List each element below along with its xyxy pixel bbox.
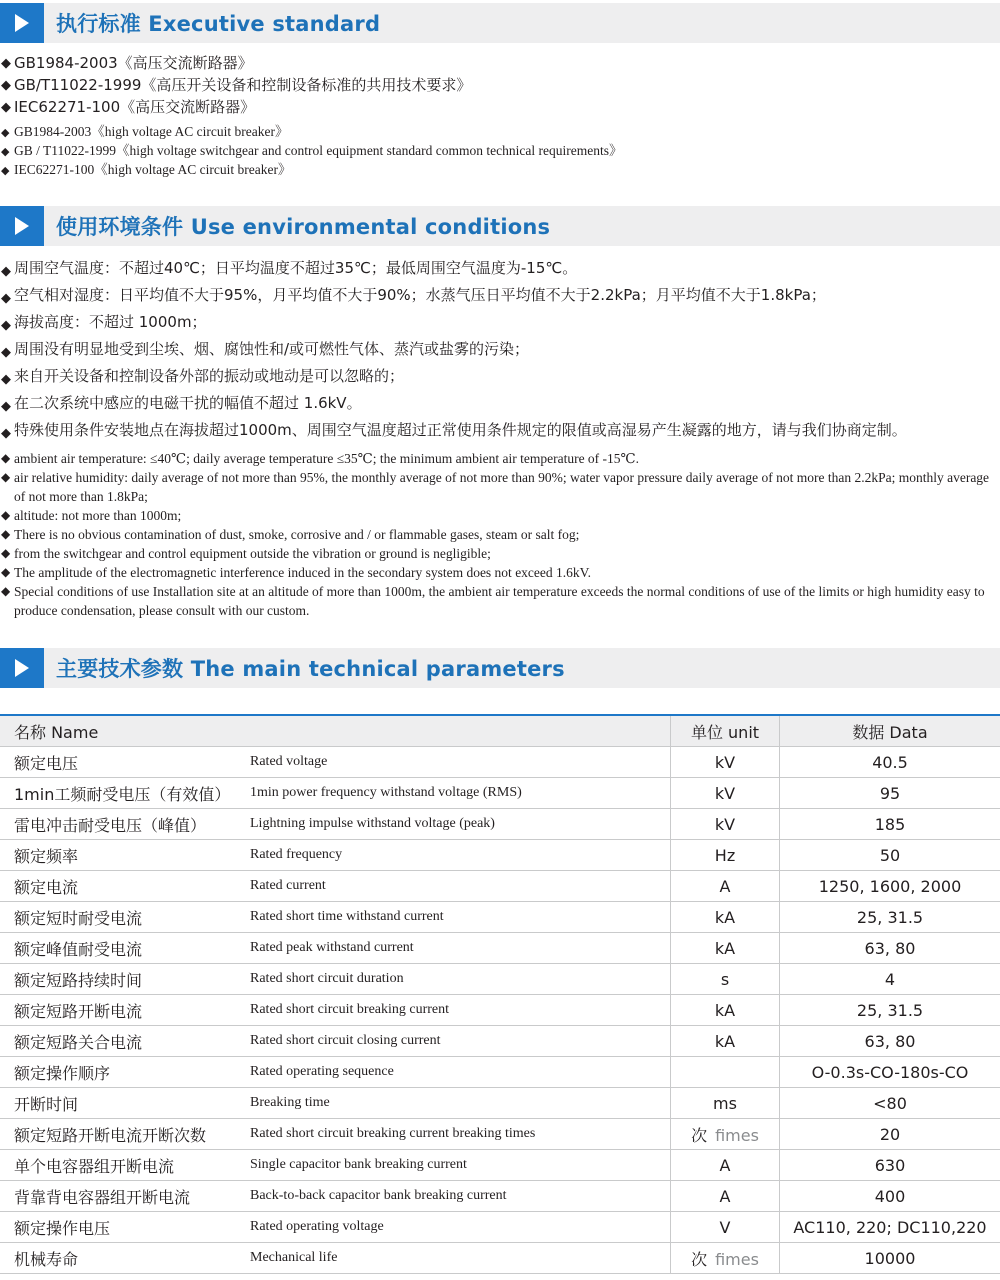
section-marker: [0, 3, 44, 43]
param-name-zh: 单个电容器组开断电流: [0, 1150, 250, 1181]
list-item: [0, 160, 1000, 179]
param-unit: [671, 1150, 780, 1181]
param-unit: [671, 747, 780, 778]
diamond-bullet-icon: ◆: [1, 426, 11, 441]
param-name-zh: 额定短路关合电流: [0, 1026, 250, 1057]
table-header-row: [0, 715, 1000, 747]
list-item: [0, 141, 1000, 160]
list-item: [0, 96, 1000, 118]
list-item-text: altitude: not more than 1000m;: [14, 508, 182, 523]
list-item: [0, 309, 1000, 336]
param-name-en: Mechanical life: [250, 1243, 671, 1274]
unit-value: kV: [714, 752, 736, 772]
param-unit: [671, 995, 780, 1026]
table-row: [0, 1212, 1000, 1243]
diamond-bullet-icon: ◆: [1, 56, 11, 71]
table-row: [0, 747, 1000, 778]
diamond-bullet-icon: ◆: [1, 372, 11, 387]
param-name-zh: 额定短路开断电流开断次数: [0, 1119, 250, 1150]
param-name-zh: 1min工频耐受电压（有效值）: [0, 778, 250, 809]
list-item-text: 在二次系统中感应的电磁干扰的幅值不超过 1.6kV。: [14, 394, 362, 412]
param-data: 63, 80: [780, 933, 1000, 964]
param-name-en: Lightning impulse withstand voltage (peak): [250, 809, 671, 840]
list-item: [0, 468, 1000, 506]
list-item-text: GB / T11022-1999《high voltage switchgear and control equipment standard common technical requirements》: [14, 143, 623, 158]
param-unit: [671, 964, 780, 995]
param-data: 20: [780, 1119, 1000, 1150]
param-data: 63, 80: [780, 1026, 1000, 1057]
param-name-zh: 额定电压: [0, 747, 250, 778]
list-item-text: from the switchgear and control equipment outside the vibration or ground is negligible;: [14, 546, 491, 561]
list-item: [0, 122, 1000, 141]
table-row: [0, 1057, 1000, 1088]
param-unit: [671, 933, 780, 964]
list-item: [0, 525, 1000, 544]
param-data: 4: [780, 964, 1000, 995]
list-item: [0, 506, 1000, 525]
list-item-text: There is no obvious contamination of dust, smoke, corrosive and / or flammable gases, steam or salt fog;: [14, 527, 580, 542]
list-item-text: Special conditions of use Installation site at an altitude of more than 1000m, the ambient air temperature exceeds the normal conditions of use of the limits or high humidity easy to produce condensation, please consult with our custom.: [14, 584, 985, 618]
unit-value: A: [719, 1155, 731, 1175]
list-item-text: GB/T11022-1999《高压开关设备和控制设备标准的共用技术要求》: [14, 76, 472, 94]
diamond-bullet-icon: ◆: [1, 451, 11, 465]
list-item-text: air relative humidity: daily average of not more than 95%, the monthly average of not more than 90%; water vapor pressure daily average of not more than 2.2kPa; monthly average of not more than 1.8kPa;: [14, 470, 990, 504]
list-item-text: 海拔高度：不超过 1000m；: [14, 313, 207, 331]
environment-list-en: [0, 449, 1000, 620]
list-item: [0, 390, 1000, 417]
table-row: [0, 1119, 1000, 1150]
param-name-zh: 额定操作电压: [0, 1212, 250, 1243]
unit-value: ms: [713, 1093, 737, 1113]
param-name-zh: 雷电冲击耐受电压（峰值）: [0, 809, 250, 840]
section-marker: [0, 648, 44, 688]
diamond-bullet-icon: ◆: [1, 470, 11, 484]
param-name-en: Rated current: [250, 871, 671, 902]
param-name-zh: 额定操作顺序: [0, 1057, 250, 1088]
list-item-text: 周围没有明显地受到尘埃、烟、腐蚀性和/或可燃性气体、蒸汽或盐雾的污染；: [14, 340, 530, 358]
param-name-en: Rated operating sequence: [250, 1057, 671, 1088]
diamond-bullet-icon: ◆: [1, 345, 11, 360]
executive-list-en: [0, 122, 1000, 179]
table-row: [0, 871, 1000, 902]
param-data: 630: [780, 1150, 1000, 1181]
diamond-bullet-icon: ◆: [1, 508, 11, 522]
section-header-environment: [0, 206, 1000, 246]
table-row: [0, 964, 1000, 995]
param-unit: [671, 1057, 780, 1088]
param-name-en: Rated short time withstand current: [250, 902, 671, 933]
param-data: 25, 31.5: [780, 902, 1000, 933]
table-row: [0, 809, 1000, 840]
table-row: [0, 778, 1000, 809]
param-unit: [671, 1181, 780, 1212]
param-unit: [671, 1119, 780, 1150]
unit-value: kA: [714, 938, 736, 958]
play-triangle-icon: [15, 14, 29, 32]
param-name-zh: 额定峰值耐受电流: [0, 933, 250, 964]
section-title: 执行标准 Executive standard: [56, 12, 381, 36]
param-unit: [671, 778, 780, 809]
unit-value: kA: [714, 1031, 736, 1051]
unit-value: A: [719, 1186, 731, 1206]
unit-value: kA: [714, 907, 736, 927]
param-data: 1250, 1600, 2000: [780, 871, 1000, 902]
list-item: [0, 449, 1000, 468]
list-item: [0, 336, 1000, 363]
list-item-text: 空气相对湿度：日平均值不大于95%，月平均值不大于90%；水蒸气压日平均值不大于2.2kPa；月平均值不大于1.8kPa；: [14, 286, 826, 304]
section-header-executive: [0, 3, 1000, 43]
param-name-en: Rated short circuit closing current: [250, 1026, 671, 1057]
table-row: [0, 1243, 1000, 1274]
param-name-en: Rated operating voltage: [250, 1212, 671, 1243]
unit-value: A: [719, 876, 731, 896]
table-row: [0, 902, 1000, 933]
unit-value: kA: [714, 1000, 736, 1020]
table-row: [0, 840, 1000, 871]
param-data: 185: [780, 809, 1000, 840]
header-unit: 单位 unit: [671, 715, 780, 747]
table-row: [0, 1181, 1000, 1212]
header-name: 名称 Name: [0, 715, 671, 747]
param-name-zh: 额定短路开断电流: [0, 995, 250, 1026]
unit-value: s: [720, 969, 730, 989]
param-unit: [671, 840, 780, 871]
unit-value: fimes: [715, 1249, 759, 1269]
param-unit: [671, 1212, 780, 1243]
list-item: [0, 363, 1000, 390]
section-marker: [0, 206, 44, 246]
param-data: 95: [780, 778, 1000, 809]
list-item-text: GB1984-2003《高压交流断路器》: [14, 54, 253, 72]
table-row: [0, 1026, 1000, 1057]
param-name-en: Single capacitor bank breaking current: [250, 1150, 671, 1181]
diamond-bullet-icon: ◆: [1, 127, 10, 139]
param-name-zh: 开断时间: [0, 1088, 250, 1119]
param-data: 400: [780, 1181, 1000, 1212]
list-item: [0, 563, 1000, 582]
list-item: [0, 74, 1000, 96]
list-item-text: IEC62271-100《高压交流断路器》: [14, 98, 256, 116]
list-item: [0, 417, 1000, 444]
param-name-zh: 机械寿命: [0, 1243, 250, 1274]
diamond-bullet-icon: ◆: [1, 146, 10, 158]
table-row: [0, 995, 1000, 1026]
param-name-en: Rated short circuit duration: [250, 964, 671, 995]
param-name-zh: 额定短时耐受电流: [0, 902, 250, 933]
param-data: 25, 31.5: [780, 995, 1000, 1026]
play-triangle-icon: [15, 659, 29, 677]
param-data: 50: [780, 840, 1000, 871]
param-name-en: Breaking time: [250, 1088, 671, 1119]
section-title: 主要技术参数 The main technical parameters: [56, 657, 565, 681]
param-data: <80: [780, 1088, 1000, 1119]
param-unit: [671, 1026, 780, 1057]
param-name-en: Rated short circuit breaking current: [250, 995, 671, 1026]
section-title: 使用环境条件 Use environmental conditions: [56, 215, 551, 239]
param-name-en: Rated peak withstand current: [250, 933, 671, 964]
list-item-text: ambient air temperature: ≤40℃; daily average temperature ≤35℃; the minimum ambient air temperature of -15℃.: [14, 451, 640, 466]
list-item: [0, 582, 1000, 620]
list-item: [0, 282, 1000, 309]
param-name-en: 1min power frequency withstand voltage (RMS): [250, 778, 671, 809]
diamond-bullet-icon: ◆: [1, 165, 10, 177]
header-data: 数据 Data: [780, 715, 1000, 747]
diamond-bullet-icon: ◆: [1, 399, 11, 414]
unit-zh: 次: [691, 1125, 708, 1145]
play-triangle-icon: [15, 217, 29, 235]
unit-zh: 次: [691, 1249, 708, 1269]
param-data: 40.5: [780, 747, 1000, 778]
list-item-text: 周围空气温度：不超过40℃；日平均温度不超过35℃；最低周围空气温度为-15℃。: [14, 259, 578, 277]
diamond-bullet-icon: ◆: [1, 584, 11, 598]
param-data: 10000: [780, 1243, 1000, 1274]
param-name-zh: 额定短路持续时间: [0, 964, 250, 995]
diamond-bullet-icon: ◆: [1, 565, 11, 579]
list-item: [0, 544, 1000, 563]
param-data: O-0.3s-CO-180s-CO: [780, 1057, 1000, 1088]
list-item: [0, 255, 1000, 282]
param-unit: [671, 1088, 780, 1119]
diamond-bullet-icon: ◆: [1, 264, 11, 279]
unit-value: kV: [714, 783, 736, 803]
list-item-text: GB1984-2003《high voltage AC circuit breaker》: [14, 124, 289, 139]
param-name-zh: 额定频率: [0, 840, 250, 871]
param-data: AC110, 220; DC110,220: [780, 1212, 1000, 1243]
param-name-en: Rated short circuit breaking current breaking times: [250, 1119, 671, 1150]
param-name-en: Back-to-back capacitor bank breaking current: [250, 1181, 671, 1212]
diamond-bullet-icon: ◆: [1, 527, 11, 541]
unit-value: fimes: [715, 1125, 759, 1145]
list-item-text: 来自开关设备和控制设备外部的振动或地动是可以忽略的；: [14, 367, 405, 385]
list-item-text: 特殊使用条件安装地点在海拔超过1000m、周围空气温度超过正常使用条件规定的限值或高湿易产生凝露的地方，请与我们协商定制。: [14, 421, 907, 439]
environment-list-zh: [0, 255, 1000, 444]
parameters-table: [0, 714, 1000, 1274]
param-unit: [671, 902, 780, 933]
list-item-text: IEC62271-100《high voltage AC circuit breaker》: [14, 162, 292, 177]
diamond-bullet-icon: ◆: [1, 291, 11, 306]
diamond-bullet-icon: ◆: [1, 100, 11, 115]
unit-value: Hz: [714, 845, 736, 865]
diamond-bullet-icon: ◆: [1, 78, 11, 93]
param-name-zh: 背靠背电容器组开断电流: [0, 1181, 250, 1212]
list-item-text: The amplitude of the electromagnetic interference induced in the secondary system does not exceed 1.6kV.: [14, 565, 592, 580]
param-unit: [671, 871, 780, 902]
table-row: [0, 1088, 1000, 1119]
list-item: [0, 52, 1000, 74]
diamond-bullet-icon: ◆: [1, 318, 11, 333]
param-name-en: Rated voltage: [250, 747, 671, 778]
diamond-bullet-icon: ◆: [1, 546, 11, 560]
table-row: [0, 933, 1000, 964]
param-name-en: Rated frequency: [250, 840, 671, 871]
unit-value: kV: [714, 814, 736, 834]
executive-list-zh: [0, 52, 1000, 118]
param-unit: [671, 1243, 780, 1274]
section-header-parameters: [0, 648, 1000, 688]
param-name-zh: 额定电流: [0, 871, 250, 902]
param-unit: [671, 809, 780, 840]
unit-value: V: [719, 1217, 731, 1237]
table-row: [0, 1150, 1000, 1181]
